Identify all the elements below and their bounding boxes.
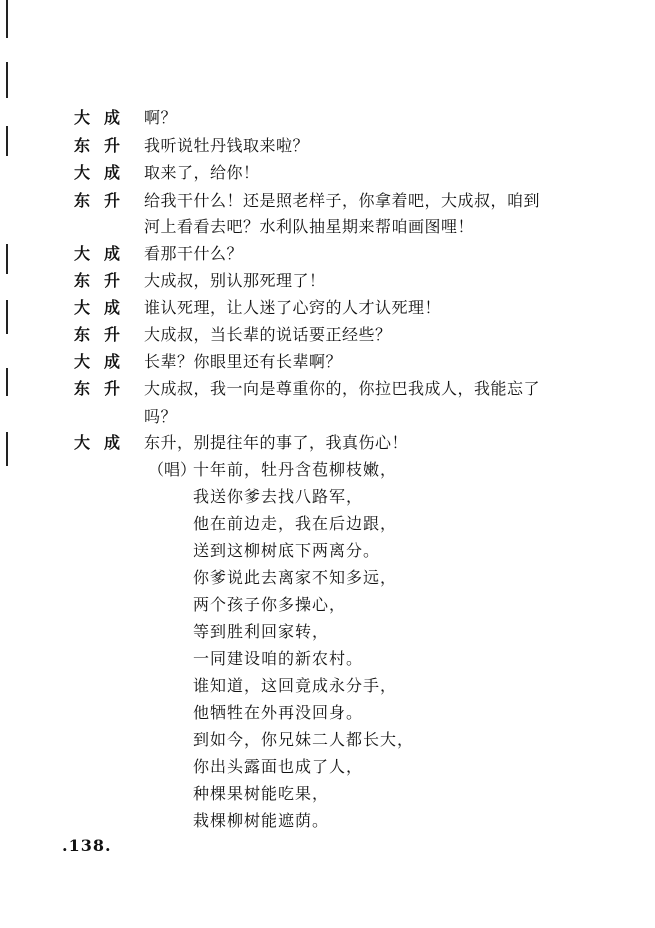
dialogue-text: 吗？ <box>144 407 178 426</box>
speaker-name: 大成 <box>74 433 135 452</box>
dialogue-text: 看那干什么？ <box>144 244 244 263</box>
page-number: .138. <box>62 836 112 855</box>
margin-mark <box>6 62 8 98</box>
song-text: 十年前，牡丹含苞柳枝嫩， <box>193 460 398 479</box>
speaker-name: 东升 <box>74 325 135 344</box>
dialogue-text: 东升，别提往年的事了，我真伤心！ <box>144 433 409 452</box>
song-text: 你爹说此去离家不知多远， <box>193 568 398 587</box>
song-text: 我送你爹去找八路军， <box>193 487 364 506</box>
speaker-name: 大成 <box>74 163 135 182</box>
speaker-name: 东升 <box>74 191 135 210</box>
margin-mark <box>6 0 8 38</box>
margin-mark <box>6 244 8 274</box>
margin-mark <box>6 300 8 334</box>
margin-mark <box>6 432 8 466</box>
speaker-name: 大成 <box>74 352 135 371</box>
song-text: 栽棵柳树能遮荫。 <box>193 811 330 830</box>
speaker-name: 大成 <box>74 108 135 127</box>
song-text: 他在前边走，我在后边跟， <box>193 514 398 533</box>
dialogue-text: 大成叔，我一向是尊重你的，你拉巴我成人，我能忘了 <box>144 379 541 398</box>
dialogue-text: 取来了，给你！ <box>144 163 260 182</box>
dialogue-text: 长辈？你眼里还有长辈啊？ <box>144 352 343 371</box>
dialogue-text: 谁认死理，让人迷了心窍的人才认死理！ <box>144 298 442 317</box>
song-text: 送到这柳树底下两离分。 <box>193 541 381 560</box>
speaker-name: 大成 <box>74 244 135 263</box>
dialogue-text: 啊？ <box>144 108 178 127</box>
song-text: 等到胜利回家转， <box>193 622 330 641</box>
speaker-name: 东升 <box>74 271 135 290</box>
margin-mark <box>6 126 8 156</box>
song-text: 种棵果树能吃果， <box>193 784 330 803</box>
dialogue-text: 我听说牡丹钱取来啦？ <box>144 136 310 155</box>
song-text: 谁知道，这回竟成永分手， <box>193 676 398 695</box>
dialogue-text: 大成叔，别认那死理了！ <box>144 271 326 290</box>
dialogue-text: 河上看看去吧？水利队抽星期来帮咱画图哩！ <box>144 217 475 236</box>
speaker-name: 东升 <box>74 379 135 398</box>
song-text: 一同建设咱的新农村。 <box>193 649 364 668</box>
song-text: 到如今，你兄妹二人都长大， <box>193 730 415 749</box>
song-text: 他牺牲在外再没回身。 <box>193 703 364 722</box>
song-label: （唱） <box>148 460 197 479</box>
song-text: 两个孩子你多操心， <box>193 595 347 614</box>
margin-mark <box>6 368 8 396</box>
dialogue-text: 给我干什么！还是照老样子，你拿着吧，大成叔，咱到 <box>144 191 541 210</box>
speaker-name: 大成 <box>74 298 135 317</box>
dialogue-text: 大成叔，当长辈的说话要正经些？ <box>144 325 392 344</box>
song-text: 你出头露面也成了人， <box>193 757 364 776</box>
speaker-name: 东升 <box>74 136 135 155</box>
